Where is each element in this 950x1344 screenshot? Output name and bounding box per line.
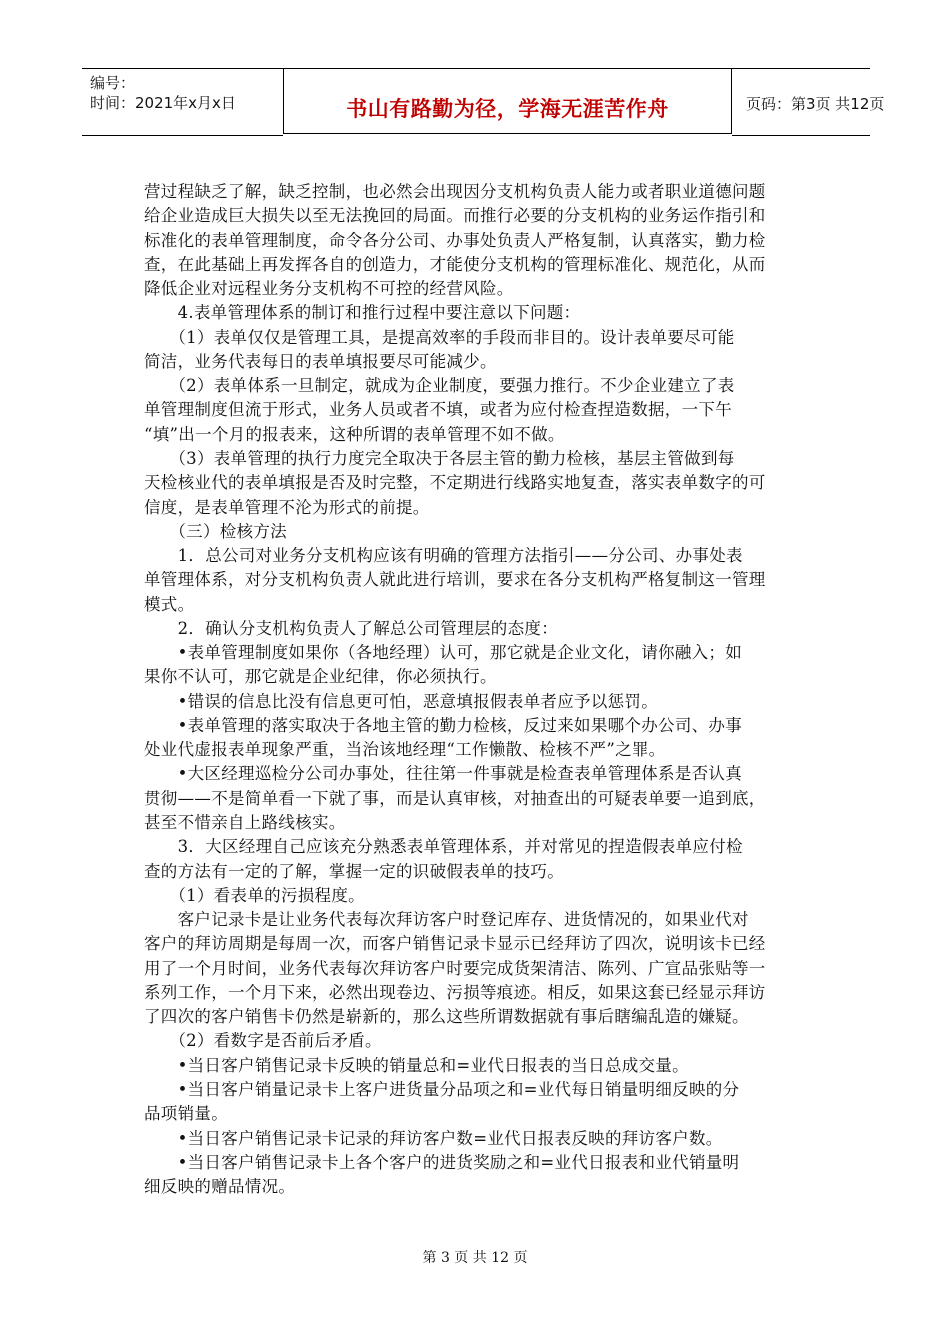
text-line: 细反映的赠品情况。 (144, 1177, 296, 1197)
document-date-label: 时间：2021年x月x日 (90, 94, 236, 112)
text-line: （1）表单仅仅是管理工具，是提高效率的手段而非目的。设计表单要尽可能 (144, 327, 735, 347)
text-line: （3）表单管理的执行力度完全取决于各层主管的勤力检核，基层主管做到每 (144, 448, 735, 468)
text-line: 甚至不惜亲自上路线核实。 (144, 813, 346, 833)
text-line: •表单管理制度如果你（各地经理）认可，那它就是企业文化，请你融入；如 (144, 643, 743, 663)
text-line: （2）表单体系一旦制定，就成为企业制度，要强力推行。不少企业建立了表 (144, 376, 735, 396)
text-line: 简洁，业务代表每日的表单填报要尽可能减少。 (144, 351, 497, 371)
page-header (82, 68, 885, 134)
text-line: 客户的拜访周期是每周一次，而客户销售记录卡显示已经拜访了四次，说明该卡已经 (144, 934, 766, 954)
header-motto: 书山有路勤为径，学海无涯苦作舟 (346, 97, 669, 121)
text-line: 标准化的表单管理制度，命令各分公司、办事处负责人严格复制，认真落实，勤力检 (144, 230, 766, 250)
text-line: •当日客户销量记录卡上客户进货量分品项之和=业代每日销量明细反映的分 (144, 1079, 740, 1099)
text-line: 营过程缺乏了解，缺乏控制，也必然会出现因分支机构负责人能力或者职业道德问题 (144, 182, 766, 201)
text-line: 果你不认可，那它就是企业纪律，你必须执行。 (144, 667, 497, 687)
text-line: 查，在此基础上再发挥各自的创造力，才能使分支机构的管理标准化、规范化，从而 (144, 254, 766, 274)
text-line: 单管理制度但流于形式，业务人员或者不填，或者为应付检查捏造数据，一下午 (144, 400, 732, 420)
text-line: 品项销量。 (144, 1104, 228, 1124)
text-line: •大区经理巡检分公司办事处，往往第一件事就是检查表单管理体系是否认真 (144, 764, 743, 784)
text-line: （三）检核方法 (144, 521, 287, 541)
text-line: •当日客户销售记录卡上各个客户的进货奖励之和=业代日报表和业代销量明 (144, 1152, 740, 1172)
text-line: 3．大区经理自己应该充分熟悉表单管理体系，并对常见的捏造假表单应付检 (144, 837, 743, 857)
header-page-cell (732, 68, 885, 136)
text-line: 处业代虚报表单现象严重，当治该地经理“工作懒散、检核不严”之罪。 (144, 740, 666, 760)
text-line: 了四次的客户销售卡仍然是崭新的，那么这些所谓数据就有事后瞎编乱造的嫌疑。 (144, 1007, 749, 1027)
text-line: 查的方法有一定的了解，掌握一定的识破假表单的技巧。 (144, 861, 564, 881)
text-line: （1）看表单的污损程度。 (144, 885, 365, 905)
text-line: 降低企业对远程业务分支机构不可控的经营风险。 (144, 279, 514, 299)
text-line: •当日客户销售记录卡记录的拜访客户数=业代日报表反映的拜访客户数。 (144, 1128, 723, 1148)
text-line: 1．总公司对业务分支机构应该有明确的管理方法指引——分公司、办事处表 (144, 546, 743, 566)
text-line: 模式。 (144, 594, 195, 614)
page-footer: 第 3 页 共 12 页 (422, 1250, 528, 1266)
text-line: 系列工作，一个月下来，必然出现卷边、污损等痕迹。相反，如果这套已经显示拜访 (144, 982, 766, 1002)
text-line: 2．确认分支机构负责人了解总公司管理层的态度： (144, 618, 558, 638)
header-motto-cell (283, 68, 732, 134)
text-line: “填”出一个月的报表来，这种所谓的表单管理不如不做。 (144, 424, 565, 444)
text-line: •表单管理的落实取决于各地主管的勤力检核，反过来如果哪个办公司、办事 (144, 715, 743, 735)
header-page-number: 页码：第3页 共12页 (746, 95, 885, 113)
text-line: •当日客户销售记录卡反映的销量总和=业代日报表的当日总成交量。 (144, 1055, 689, 1075)
text-line: •错误的信息比没有信息更可怕，恶意填报假表单者应予以惩罚。 (144, 691, 659, 711)
text-line: 信度，是表单管理不沦为形式的前提。 (144, 497, 430, 517)
text-line: 4.表单管理体系的制订和推行过程中要注意以下问题： (144, 303, 581, 323)
document-number-label: 编号： (90, 74, 136, 92)
text-line: 客户记录卡是让业务代表每次拜访客户时登记库存、进货情况的，如果业代对 (144, 910, 749, 930)
text-line: 贯彻——不是简单看一下就了事，而是认真审核，对抽查出的可疑表单要一追到底， (144, 788, 766, 808)
text-line: （2）看数字是否前后矛盾。 (144, 1031, 382, 1051)
text-line: 单管理体系，对分支机构负责人就此进行培训，要求在各分支机构严格复制这一管理 (144, 570, 766, 590)
header-meta-cell (82, 68, 283, 136)
text-line: 给企业造成巨大损失以至无法挽回的局面。而推行必要的分支机构的业务运作指引和 (144, 206, 766, 226)
text-line: 用了一个月时间，业务代表每次拜访客户时要完成货架清洁、陈列、广宣品张贴等一 (144, 958, 766, 978)
text-line: 天检核业代的表单填报是否及时完整，不定期进行线路实地复查，落实表单数字的可 (144, 473, 766, 493)
